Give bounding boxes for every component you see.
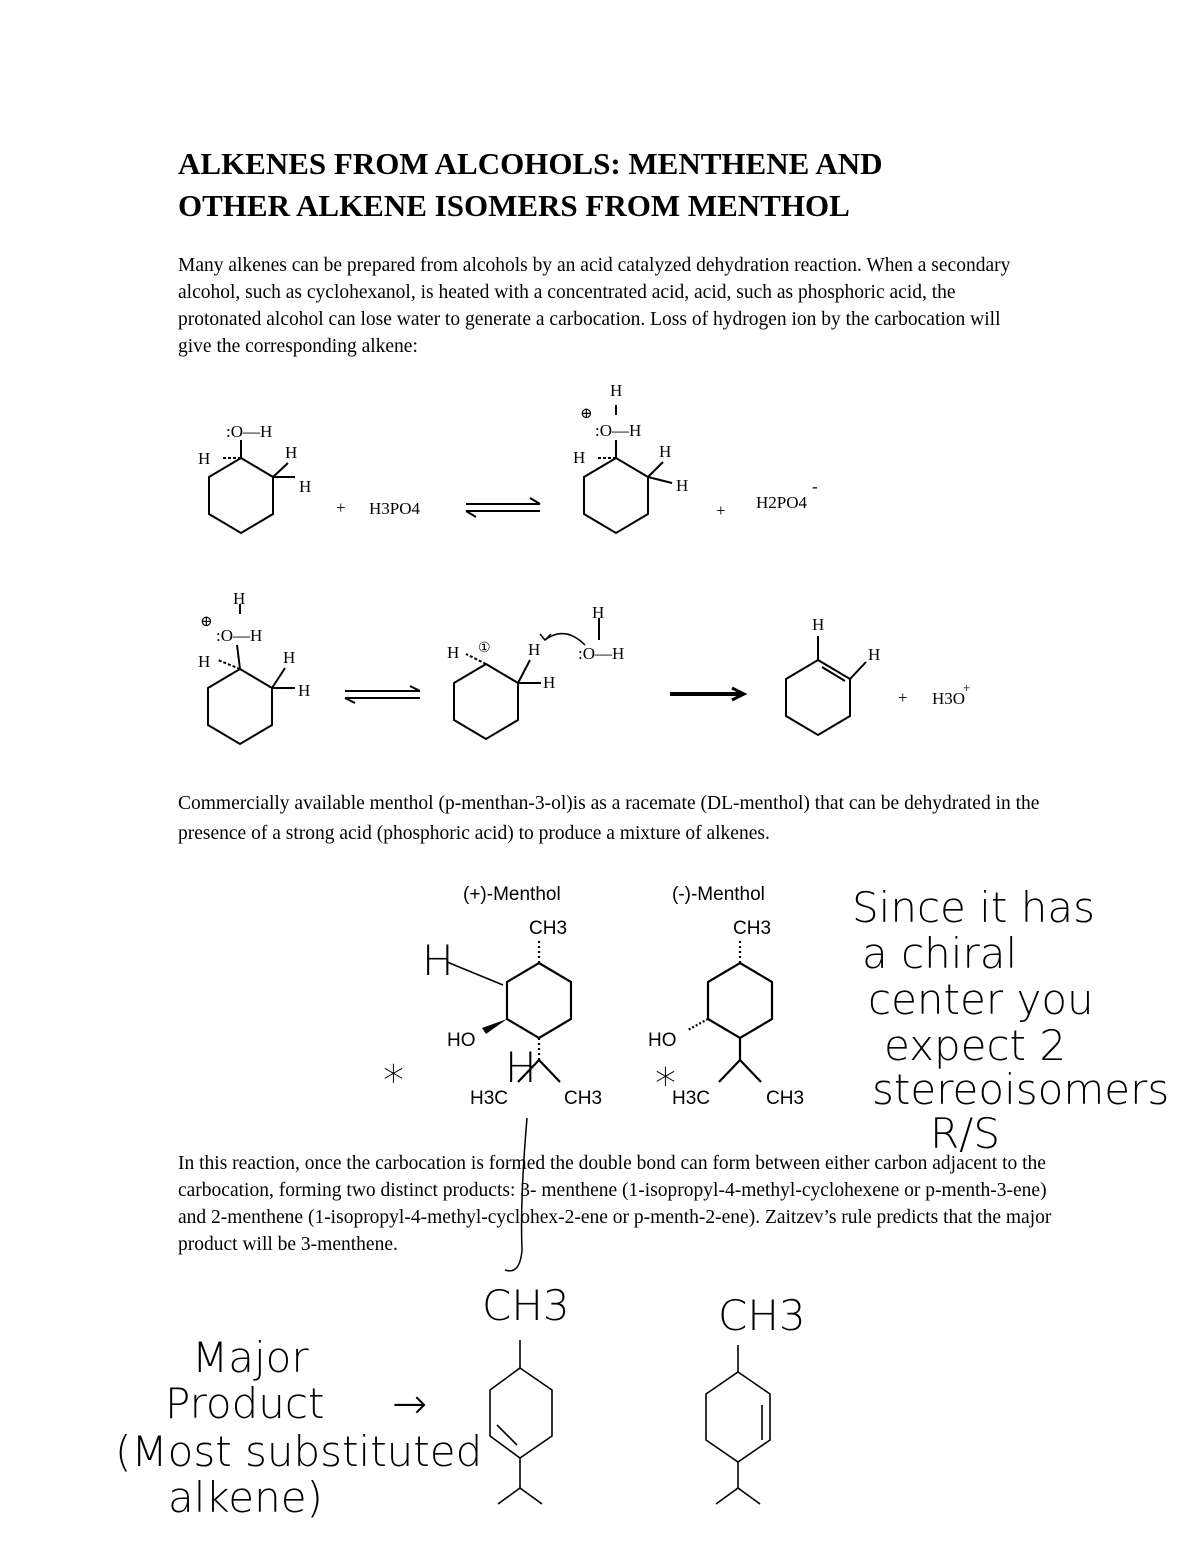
byproduct-charge-2: + <box>963 680 971 695</box>
h-label-right-3: H <box>298 681 311 700</box>
byproduct-h3o: H3O <box>932 689 966 708</box>
major-line-2: Product <box>165 1379 325 1428</box>
water-label: :O—H <box>578 644 625 663</box>
byproduct-plus-2: + <box>898 688 908 707</box>
reagent-plus: + <box>336 498 346 517</box>
h-label-top: H <box>285 443 298 462</box>
handwritten-chiral-note <box>852 883 1169 1158</box>
note-line-3: center you <box>868 975 1094 1024</box>
oxonium-charge-2: ⊕ <box>200 614 213 630</box>
cyclohexanol-ring <box>209 458 273 533</box>
hand-h-mark-2: H <box>505 1043 537 1092</box>
title-line-2: OTHER ALKENE ISOMERS FROM MENTHOL <box>178 188 850 223</box>
hand-star-1: * <box>383 1056 404 1105</box>
carbocation-ring <box>454 664 518 739</box>
protonated-ring <box>584 458 648 533</box>
minus-h3c-label: H3C <box>672 1088 711 1109</box>
oxonium-label: :O—H <box>595 421 642 440</box>
hand-h-mark-1: H <box>422 936 454 985</box>
product-2-ch3: CH3 <box>718 1291 806 1340</box>
major-arrow: → <box>392 1379 428 1428</box>
h-label-left-4: H <box>447 643 460 662</box>
title-line-1: ALKENES FROM ALCOHOLS: MENTHENE AND <box>178 146 883 181</box>
h-label-left: H <box>198 449 211 468</box>
h-label-water: H <box>592 603 605 622</box>
note-line-5: stereoisomers <box>872 1065 1170 1114</box>
plus-ho-wedge <box>482 1019 507 1034</box>
h-label-top-2: H <box>659 442 672 461</box>
h-label-right-2: H <box>676 476 689 495</box>
product-2-ring <box>706 1372 770 1462</box>
major-line-1: Major <box>192 1333 309 1382</box>
reagent-h3po4: H3PO4 <box>369 499 421 518</box>
oxonium-charge: ⊕ <box>580 406 593 422</box>
h-label-right-4: H <box>543 673 556 692</box>
note-line-6: R/S <box>930 1109 1000 1158</box>
h-label-right: H <box>299 477 312 496</box>
h-label-proton-2: H <box>233 589 246 608</box>
handwritten-marks <box>383 936 676 1271</box>
product-1-ring <box>490 1368 552 1458</box>
note-line-4: expect 2 <box>884 1021 1067 1070</box>
minus-ch3-top: CH3 <box>733 918 772 939</box>
carbocation-charge: ① <box>478 641 491 656</box>
carbocation-paragraph: In this reaction, once the carbocation is formed the double bond can form between either carbon adjacent to the carbocation, forming two distinct products: 3- menthene (1-isopropyl-4-methyl-cyclohexene or p-menth-3-ene) and 2-menthene (1-isopropyl-4-methyl-cyclohex-2-ene or p-menth-2-ene). Zaitzev’s rule predicts that the major product will be 3-menthene. <box>178 1153 1052 1255</box>
h-label-top-3: H <box>283 648 296 667</box>
h-label-left-3: H <box>198 652 211 671</box>
byproduct-plus: + <box>716 501 726 520</box>
oxonium-label-2: :O—H <box>216 626 263 645</box>
plus-h3c-label: H3C <box>470 1088 509 1109</box>
note-line-2: a chiral <box>862 929 1018 978</box>
minus-ho-label: HO <box>648 1030 677 1051</box>
h-label-proton: H <box>610 381 623 400</box>
handwritten-products <box>115 1281 806 1522</box>
h-label-left-2: H <box>573 448 586 467</box>
menthol-structures <box>447 884 804 1109</box>
plus-menthol-ring <box>507 963 571 1038</box>
reaction-row-1-labels <box>198 381 818 520</box>
protonated-ring-2 <box>208 669 272 744</box>
product-1-ch3: CH3 <box>482 1281 570 1330</box>
oxygen-label: :O—H <box>226 422 273 441</box>
intro-paragraph: Many alkenes can be prepared from alcohols by an acid catalyzed dehydration reaction. When a secondary alcohol, such as cyclohexanol, is heated with a concentrated acid, acid, such as phosphoric acid, the protonated alcohol can lose water to generate a carbocation. Loss of hydrogen ion by the carbocation will give the corresponding alkene: <box>178 255 1011 357</box>
menthol-paragraph: Commercially available menthol (p-menthan-3-ol)is as a racemate (DL-menthol) that can be dehydrated in the presence of a strong acid (phosphoric acid) to produce a mixture of alkenes. <box>178 793 1040 844</box>
plus-ch3-top: CH3 <box>529 918 568 939</box>
byproduct-h2po4: H2PO4 <box>756 493 808 512</box>
reaction-row-2 <box>208 604 866 744</box>
h-label-alkene-right: H <box>868 645 881 664</box>
plus-ch3-bottom: CH3 <box>564 1088 603 1109</box>
major-line-4: alkene) <box>168 1473 323 1522</box>
minus-menthol-ring <box>708 963 772 1038</box>
cyclohexene-ring <box>786 660 850 735</box>
note-line-1: Since it has <box>852 883 1095 932</box>
hand-star-2: * <box>655 1059 676 1108</box>
major-line-3: (Most substituted <box>115 1427 483 1476</box>
minus-menthol-label: (-)-Menthol <box>672 884 765 905</box>
reaction-row-2-labels <box>198 589 970 708</box>
plus-ho-label: HO <box>447 1030 476 1051</box>
plus-menthol-label: (+)-Menthol <box>463 884 561 905</box>
h-label-top-4: H <box>528 640 541 659</box>
byproduct-charge: - <box>812 477 818 496</box>
minus-ch3-bottom: CH3 <box>766 1088 805 1109</box>
h-label-alkene-top: H <box>812 615 825 634</box>
